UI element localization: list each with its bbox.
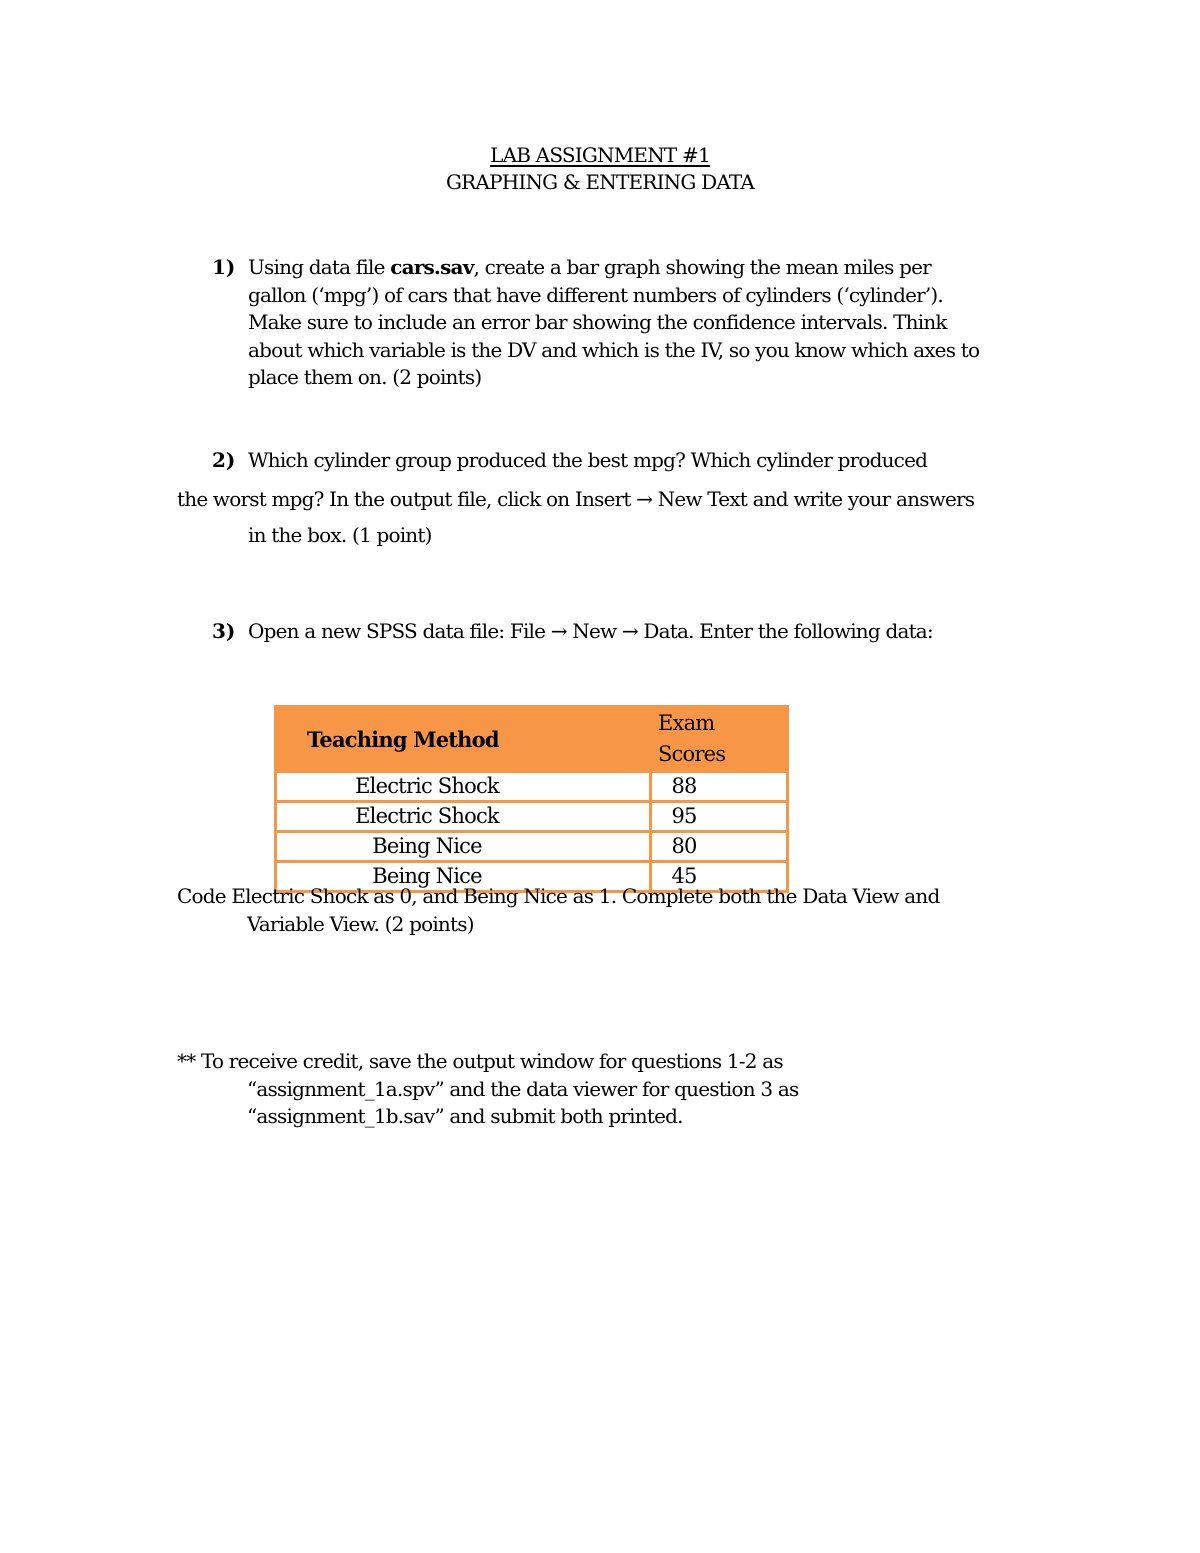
question-3-line-1: Open a new SPSS data file: File → New → Data. Enter the following data: xyxy=(248,619,933,643)
page-title: LAB ASSIGNMENT #1 xyxy=(490,143,710,167)
header-teaching-method: Teaching Method xyxy=(276,707,651,772)
cell-method: Being Nice xyxy=(276,862,651,892)
cell-method: Electric Shock xyxy=(276,802,651,832)
header-exam-scores: Exam Scores xyxy=(651,707,788,772)
cell-score: 80 xyxy=(651,832,788,862)
question-1-line-1 xyxy=(248,255,931,279)
question-3-number: 3) xyxy=(212,619,236,643)
question-1-number: 1) xyxy=(212,255,236,279)
table-row xyxy=(276,772,788,802)
credit-note-line-2: “assignment_1a.spv” and the data viewer for question 3 as xyxy=(247,1077,799,1101)
table-row xyxy=(276,832,788,862)
cell-method: Electric Shock xyxy=(276,772,651,802)
cell-score: 45 xyxy=(651,862,788,892)
table-row xyxy=(276,802,788,832)
cell-score: 88 xyxy=(651,772,788,802)
page-subtitle: GRAPHING & ENTERING DATA xyxy=(446,170,754,194)
question-1-line-4: about which variable is the DV and which is the IV, so you know which axes to xyxy=(248,338,980,362)
code-note-line-2: Variable View. (2 points) xyxy=(247,912,474,936)
question-1-line-2: gallon (‘mpg’) of cars that have different numbers of cylinders (‘cylinder’). xyxy=(248,283,943,307)
cell-score: 95 xyxy=(651,802,788,832)
q1-text-a: Using data file xyxy=(248,255,391,279)
data-table xyxy=(274,705,789,893)
question-2-number: 2) xyxy=(212,448,236,472)
question-2-line-1: Which cylinder group produced the best mpg? Which cylinder produced xyxy=(248,448,928,472)
question-1-line-5: place them on. (2 points) xyxy=(248,365,482,389)
credit-note-line-1: ** To receive credit, save the output window for questions 1-2 as xyxy=(177,1049,783,1073)
question-2-line-3: in the box. (1 point) xyxy=(248,523,432,547)
question-1-line-3: Make sure to include an error bar showing the confidence intervals. Think xyxy=(248,310,947,334)
code-note-line-1: Code Electric Shock as 0, and Being Nice as 1. Complete both the Data View and xyxy=(177,884,940,908)
q1-filename: cars.sav xyxy=(390,255,474,279)
cell-method: Being Nice xyxy=(276,832,651,862)
credit-note-line-3: “assignment_1b.sav” and submit both printed. xyxy=(247,1104,683,1128)
question-2-line-2: the worst mpg? In the output file, click on Insert → New Text and write your answers xyxy=(177,487,975,511)
q1-text-c: , create a bar graph showing the mean miles per xyxy=(473,255,931,279)
table-header-row xyxy=(276,707,788,772)
